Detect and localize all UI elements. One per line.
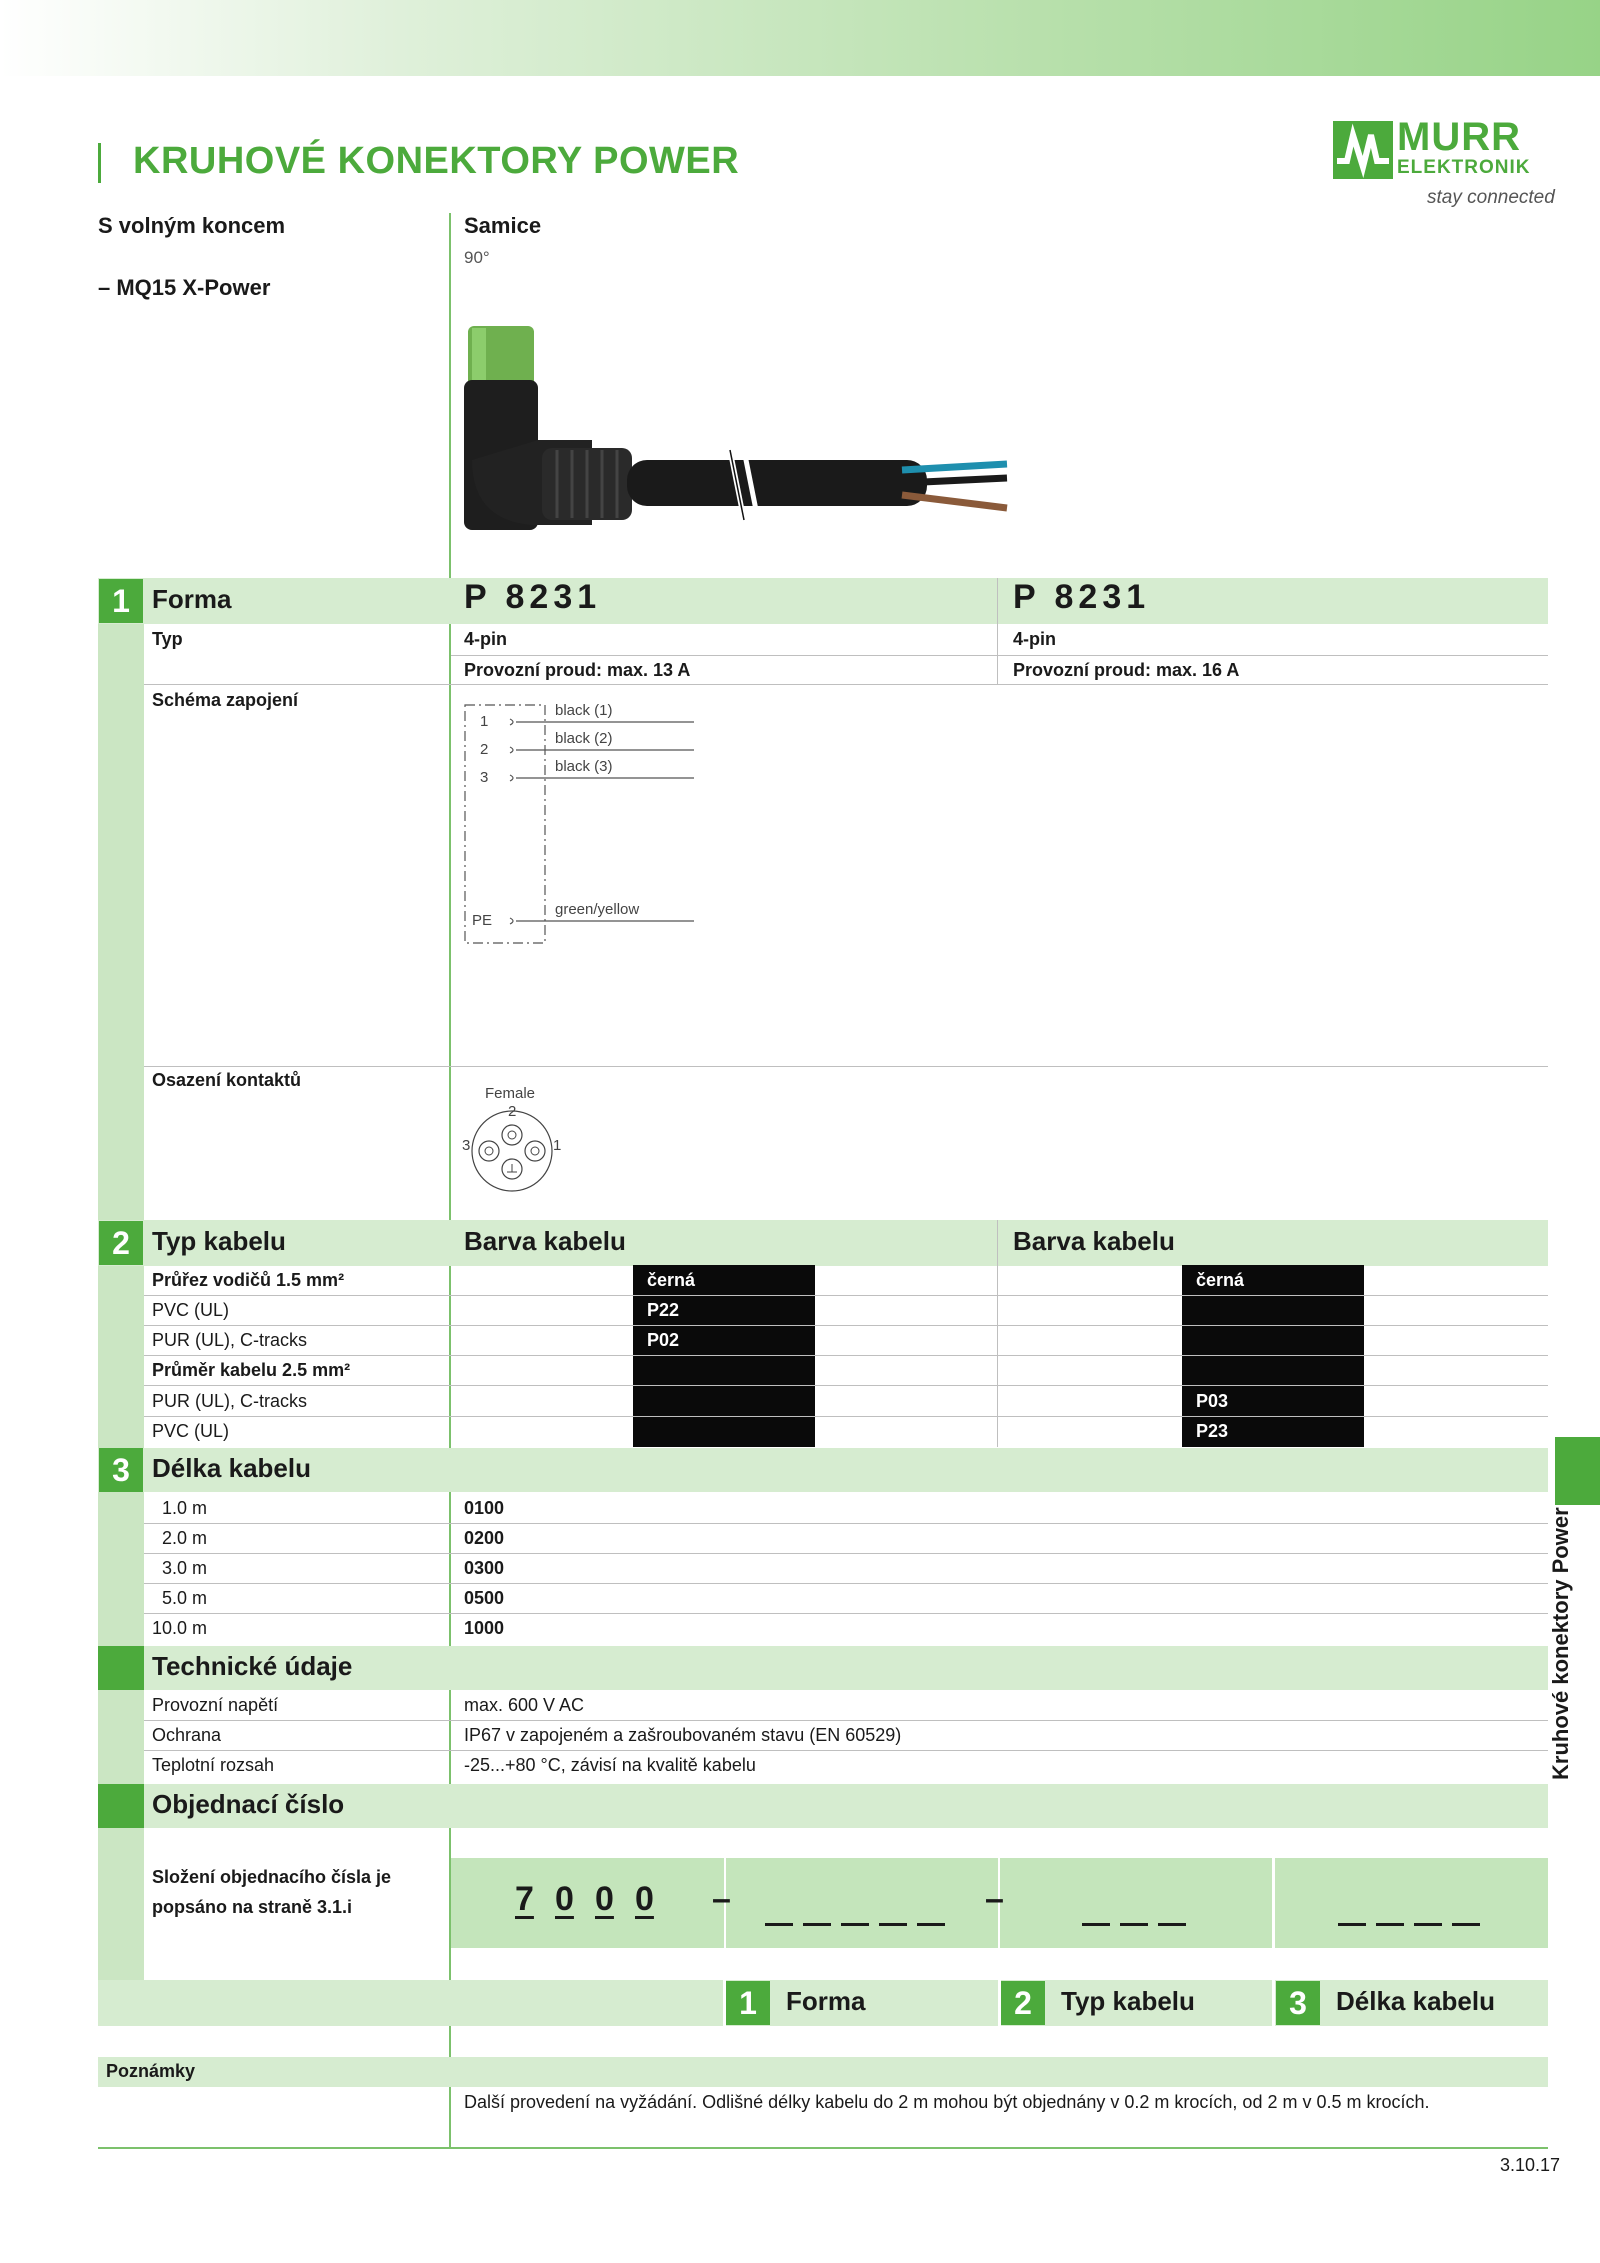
order-blank [1338,1923,1366,1926]
tech-row-label: Provozní napětí [152,1695,279,1715]
length-label: 5.0 m [162,1588,208,1608]
product-code-1: P 8231 [464,578,602,616]
col2-divider-sec2 [997,1220,998,1447]
order-blank [917,1923,945,1926]
order-box-prefix [451,1858,724,1948]
order-box-typ [1000,1858,1272,1948]
order-box-delka [1275,1858,1548,1948]
title-accent-bar [98,143,101,183]
current-value-2: Provozní proud: max. 16 A [1013,660,1240,680]
footer-number-1: 1 [726,1981,770,2025]
footer-number-3: 3 [1276,1981,1320,2025]
schema-label: Schéma zapojení [152,690,299,710]
footer-gap [1272,1980,1275,2026]
notes-label: Poznámky [106,2061,196,2081]
row-divider [144,1750,1548,1751]
cable-row-col2: černá [1196,1270,1245,1290]
pin-1-label: 1 [480,713,489,730]
typ-value-1: 4-pin [464,629,507,649]
order-separator: – [985,1880,1004,1918]
cable-row-label: PUR (UL), C-tracks [152,1330,308,1350]
cable-row-label: PUR (UL), C-tracks [152,1391,308,1411]
length-label: 2.0 m [162,1528,208,1548]
footer-label-delka: Délka kabelu [1336,1986,1495,2016]
intro-right-title: Samice [464,213,542,238]
order-blank [841,1923,869,1926]
order-blank [1158,1923,1186,1926]
typ-value-2: 4-pin [1013,629,1056,649]
left-strip [98,578,144,1981]
section1-number: 1 [99,579,143,623]
intro-right-sub: 90° [464,248,490,267]
order-marker [98,1784,144,1828]
row-divider [144,1523,1548,1524]
color-header-1: Barva kabelu [464,1226,626,1256]
cable-row-label: Průřez vodičů 1.5 mm² [152,1270,345,1290]
pin-3-label: 3 [480,769,489,786]
wiring-diagram [460,695,700,960]
length-code: 0500 [464,1588,505,1608]
cable-code-p23: P23 [1196,1421,1229,1441]
length-code: 0100 [464,1498,505,1518]
color-header-2: Barva kabelu [1013,1226,1175,1256]
footer-label-forma: Forma [786,1986,866,2016]
color-swatch-black-2 [1182,1265,1364,1447]
connector-image [462,320,1022,535]
order-digit: 0 [595,1880,614,1918]
tech-row-value: -25...+80 °C, závisí na kvalitě kabelu [464,1755,756,1775]
notes-header-bar [98,2057,1548,2087]
section3-number: 3 [99,1448,143,1492]
wire-2-label: black (2) [555,730,613,747]
current-value-1: Provozní proud: max. 13 A [464,660,691,680]
product-code-2: P 8231 [1013,578,1151,616]
pin-2-label: 2 [480,741,489,758]
logo-slogan: stay connected [1427,187,1555,208]
contact-number-1: 1 [553,1137,562,1154]
row-divider [144,1583,1548,1584]
contact-number-2: 2 [508,1103,517,1120]
tech-row-label: Teplotní rozsah [152,1755,275,1775]
row-divider [144,1355,1548,1356]
cable-row-label: PVC (UL) [152,1300,230,1320]
section1-header-bar [98,578,1548,624]
row-divider [144,1325,1548,1326]
length-label: 1.0 m [162,1498,208,1518]
order-blank [1414,1923,1442,1926]
tech-row-value: max. 600 V AC [464,1695,585,1715]
cable-code-p03: P03 [1196,1391,1229,1411]
footer-number-2: 2 [1001,1981,1045,2025]
row-divider [451,655,1548,656]
length-code: 0300 [464,1558,505,1578]
order-blank [803,1923,831,1926]
logo-subtext: ELEKTRONIK [1397,157,1531,178]
murr-logo-icon [1333,121,1393,184]
cable-code-p22: P22 [647,1300,680,1320]
contact-number-3: 3 [462,1137,471,1154]
wire-pe-label: green/yellow [555,901,640,918]
cable-row-col1: černá [647,1270,696,1290]
contact-layout-diagram [460,1078,570,1213]
row-divider [144,1613,1548,1614]
order-label: Objednací číslo [152,1789,345,1819]
cable-row-label: PVC (UL) [152,1421,230,1441]
technical-label: Technické údaje [152,1651,353,1681]
order-blank [1376,1923,1404,1926]
length-code: 1000 [464,1618,505,1638]
row-divider [144,1295,1548,1296]
bottom-rule [98,2147,1548,2149]
section2-number: 2 [99,1221,143,1265]
length-code: 0200 [464,1528,505,1548]
order-separator: – [712,1880,731,1918]
contact-caption: Female [485,1085,536,1102]
order-description: Složení objednacího čísla je popsáno na straně 3.1.i [152,1867,392,1917]
section3-header-bar [98,1448,1548,1492]
row-divider [144,1416,1548,1417]
section2-header-bar [98,1220,1548,1266]
section1-label: Forma [152,584,232,614]
order-digit: 0 [555,1880,574,1918]
cable-row-label: Průměr kabelu 2.5 mm² [152,1360,351,1380]
row-divider [144,1720,1548,1721]
intro-left-line2: – MQ15 X-Power [98,275,271,300]
row-divider [144,1385,1548,1386]
side-tab-marker [1555,1437,1600,1505]
order-blank [765,1923,793,1926]
order-box-forma [726,1858,998,1948]
page-number: 3.10.17 [1500,2155,1561,2175]
wire-3-label: black (3) [555,758,613,775]
wire-1-label: black (1) [555,702,613,719]
length-label: 3.0 m [162,1558,208,1578]
row-divider [144,1553,1548,1554]
col2-divider-top [997,578,998,684]
row-divider [144,684,1548,685]
intro-left-line1: S volným koncem [98,213,286,238]
footer-label-typ: Typ kabelu [1061,1986,1195,2016]
row-divider [144,1066,1548,1067]
section2-label: Typ kabelu [152,1226,286,1256]
order-digit: 0 [635,1880,654,1918]
order-blank [1120,1923,1148,1926]
length-label: 10.0 m [152,1618,208,1638]
cable-code-p02: P02 [647,1330,680,1350]
tech-row-label: Ochrana [152,1725,222,1745]
header-band [0,0,1600,76]
pin-pe-label: PE [472,912,493,929]
side-tab-label: Kruhové konektory Power [1548,1507,1573,1780]
typ-label: Typ [152,629,183,649]
notes-text: Další provedení na vyžádání. Odlišné délky kabelu do 2 m mohou být objednány v 0.2 m krocích, od 2 m v 0.5 m krocích. [464,2092,1430,2112]
section3-label: Délka kabelu [152,1453,311,1483]
order-blank [1082,1923,1110,1926]
page-title: KRUHOVÉ KONEKTORY POWER [133,140,740,182]
color-swatch-black-1 [633,1265,815,1447]
logo-text: MURR [1397,115,1521,159]
contacts-label: Osazení kontaktů [152,1070,302,1090]
tech-row-value: IP67 v zapojeném a zašroubovaném stavu (EN 60529) [464,1725,902,1745]
order-digit: 7 [515,1880,534,1918]
technical-marker [98,1646,144,1690]
order-blank [879,1923,907,1926]
order-blank [1452,1923,1480,1926]
